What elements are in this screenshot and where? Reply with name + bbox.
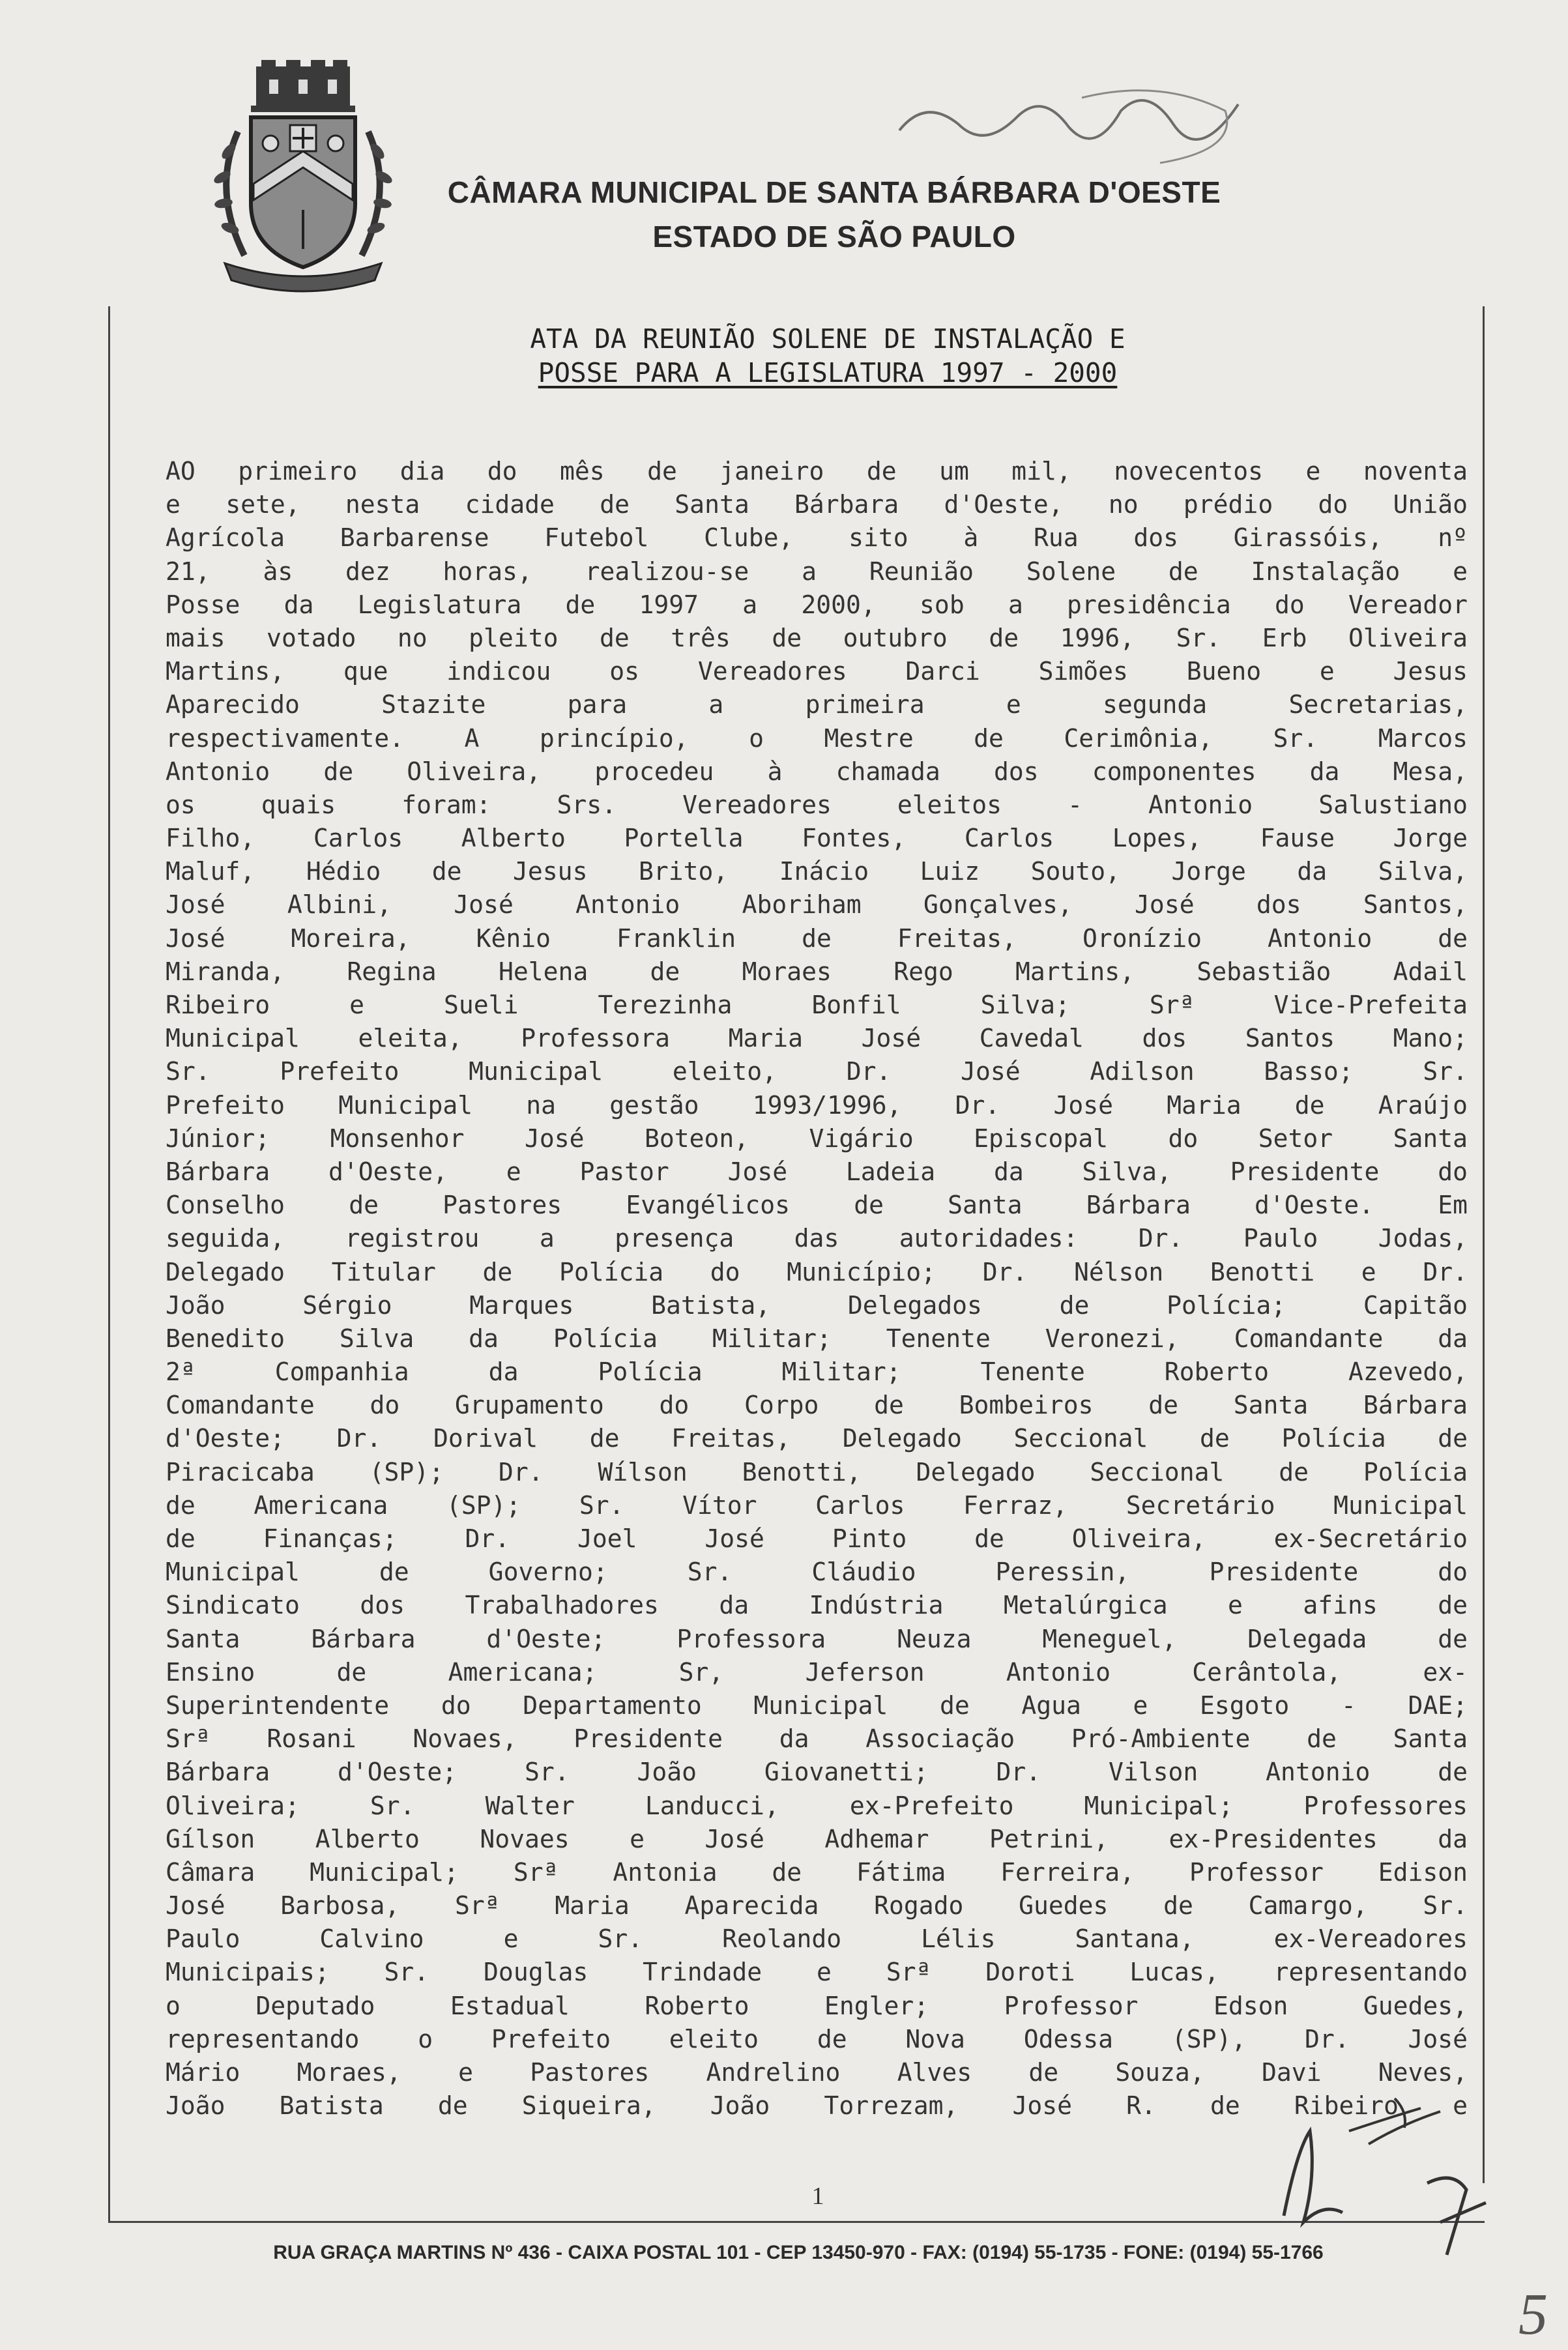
body-line: Antonio de Oliveira, procedeu à chamada dos componentes da Mesa, <box>166 757 1468 786</box>
body-line: seguida, registrou a presença das autoridades: Dr. Paulo Jodas, <box>166 1224 1468 1253</box>
body-line: João Sérgio Marques Batista, Delegados de Polícia; Capitão <box>166 1290 1468 1320</box>
body-line: Superintendente do Departamento Municipal de Agua e Esgoto - DAE; <box>166 1690 1468 1720</box>
body-line: 2ª Companhia da Polícia Militar; Tenente Roberto Azevedo, <box>166 1357 1468 1387</box>
body-line: Ensino de Americana; Sr, Jeferson Antonio Cerântola, ex- <box>166 1657 1468 1687</box>
body-line: Maluf, Hédio de Jesus Brito, Inácio Luiz Souto, Jorge da Silva, <box>166 857 1468 886</box>
body-line: Conselho de Pastores Evangélicos de Santa Bárbara d'Oeste. Em <box>166 1191 1468 1220</box>
body-line: Bárbara d'Oeste, e Pastor José Ladeia da Silva, Presidente do <box>166 1157 1468 1186</box>
body-line: d'Oeste; Dr. Dorival de Freitas, Delegado Seccional de Polícia de <box>166 1424 1468 1453</box>
minutes-title-line-1: ATA DA REUNIÃO SOLENE DE INSTALAÇÃO E <box>530 323 1125 355</box>
body-line: Comandante do Grupamento do Corpo de Bombeiros de Santa Bárbara <box>166 1391 1468 1420</box>
body-line: Piracicaba (SP); Dr. Wílson Benotti, Delegado Seccional de Polícia <box>166 1457 1468 1487</box>
body-line: Agrícola Barbarense Futebol Clube, sito à Rua dos Girassóis, nº <box>166 523 1468 553</box>
handwritten-initials-icon <box>1271 2072 1518 2261</box>
body-line: José Albini, José Antonio Aboriham Gonçalves, José dos Santos, <box>166 890 1468 920</box>
body-line: João Batista de Siqueira, João Torrezam, José R. de Ribeiro e <box>166 2091 1468 2121</box>
body-line: Municipal de Governo; Sr. Cláudio Peressin, Presidente do <box>166 1558 1468 1587</box>
body-line: Mário Moraes, e Pastores Andrelino Alves de Souza, Davi Neves, <box>166 2058 1468 2087</box>
body-line: representando o Prefeito eleito de Nova Odessa (SP), Dr. José <box>166 2024 1468 2053</box>
body-line: os quais foram: Srs. Vereadores eleitos - Antonio Salustiano <box>166 790 1468 819</box>
body-line: mais votado no pleito de três de outubro de 1996, Sr. Erb Oliveira <box>166 623 1468 652</box>
institution-state: ESTADO DE SÃO PAULO <box>652 220 1016 254</box>
margin-page-mark: 5 <box>1518 2282 1548 2347</box>
institution-name: CÂMARA MUNICIPAL DE SANTA BÁRBARA D'OESTE <box>447 175 1221 209</box>
body-line: Srª Rosani Novaes, Presidente da Associação Pró-Ambiente de Santa <box>166 1724 1468 1754</box>
body-line: Municipal eleita, Professora Maria José Cavedal dos Santos Mano; <box>166 1024 1468 1053</box>
body-line: Delegado Titular de Polícia do Município; Dr. Nélson Benotti e Dr. <box>166 1257 1468 1286</box>
frame-left-rule <box>108 306 110 2222</box>
body-line: e sete, nesta cidade de Santa Bárbara d'Oeste, no prédio do União <box>166 490 1468 519</box>
body-line: Miranda, Regina Helena de Moraes Rego Martins, Sebastião Adail <box>166 957 1468 986</box>
body-line: Martins, que indicou os Vereadores Darci Simões Bueno e Jesus <box>166 657 1468 686</box>
body-line: Oliveira; Sr. Walter Landucci, ex-Prefeito Municipal; Professores <box>166 1791 1468 1820</box>
handwritten-signature-icon <box>886 72 1251 182</box>
minutes-title <box>424 322 1232 390</box>
body-line: José Barbosa, Srª Maria Aparecida Rogado Guedes de Camargo, Sr. <box>166 1891 1468 1921</box>
body-line: o Deputado Estadual Roberto Engler; Professor Edson Guedes, <box>166 1991 1468 2020</box>
body-line: Sr. Prefeito Municipal eleito, Dr. José Adilson Basso; Sr. <box>166 1057 1468 1086</box>
body-line: Posse da Legislatura de 1997 a 2000, sob a presidência do Vereador <box>166 590 1468 619</box>
body-line: AO primeiro dia do mês de janeiro de um mil, novecentos e noventa <box>166 457 1468 486</box>
body-line: respectivamente. A princípio, o Mestre de Cerimônia, Sr. Marcos <box>166 723 1468 753</box>
frame-right-rule <box>1483 306 1485 2183</box>
body-line: Ribeiro e Sueli Terezinha Bonfil Silva; Srª Vice-Prefeita <box>166 991 1468 1019</box>
body-line: Municipais; Sr. Douglas Trindade e Srª Doroti Lucas, representando <box>166 1958 1468 1987</box>
body-line: Santa Bárbara d'Oeste; Professora Neuza Meneguel, Delegada de <box>166 1624 1468 1653</box>
body-line: Aparecido Stazite para a primeira e segunda Secretarias, <box>166 690 1468 719</box>
page-number: 1 <box>811 2183 824 2210</box>
body-line: Gílson Alberto Novaes e José Adhemar Petrini, ex-Presidentes da <box>166 1824 1468 1853</box>
body-line: de Americana (SP); Sr. Vítor Carlos Ferraz, Secretário Municipal <box>166 1490 1468 1520</box>
letterhead-footer: RUA GRAÇA MARTINS Nº 436 - CAIXA POSTAL 101 - CEP 13450-970 - FAX: (0194) 55-1735 - FONE: (0194) 55-1766 <box>273 2242 1324 2263</box>
body-line: Prefeito Municipal na gestão 1993/1996, Dr. José Maria de Araújo <box>166 1090 1468 1120</box>
body-line: Paulo Calvino e Sr. Reolando Lélis Santana, ex-Vereadores <box>166 1924 1468 1954</box>
body-line: José Moreira, Kênio Franklin de Freitas, Oronízio Antonio de <box>166 923 1468 953</box>
body-line: Bárbara d'Oeste; Sr. João Giovanetti; Dr. Vilson Antonio de <box>166 1758 1468 1787</box>
body-line: de Finanças; Dr. Joel José Pinto de Oliveira, ex-Secretário <box>166 1524 1468 1553</box>
minutes-body <box>166 455 1468 2123</box>
body-line: Benedito Silva da Polícia Militar; Tenente Veronezi, Comandante da <box>166 1324 1468 1353</box>
body-line: 21, às dez horas, realizou-se a Reunião Solene de Instalação e <box>166 557 1468 586</box>
body-line: Sindicato dos Trabalhadores da Indústria Metalúrgica e afins de <box>166 1591 1468 1620</box>
minutes-title-line-2: POSSE PARA A LEGISLATURA 1997 - 2000 <box>538 357 1118 388</box>
body-line: Júnior; Monsenhor José Boteon, Vigário Episcopal do Setor Santa <box>166 1124 1468 1153</box>
body-line: Filho, Carlos Alberto Portella Fontes, Carlos Lopes, Fause Jorge <box>166 824 1468 853</box>
body-line: Câmara Municipal; Srª Antonia de Fátima Ferreira, Professor Edison <box>166 1857 1468 1887</box>
